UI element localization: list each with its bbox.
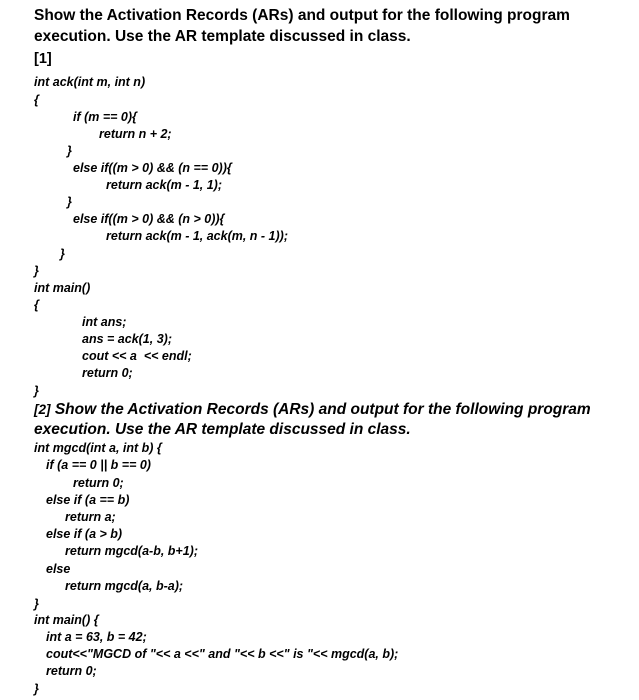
code-line: int main()	[34, 281, 91, 295]
code-line: return mgcd(a, b-a);	[65, 579, 184, 593]
code-line: }	[67, 195, 72, 209]
question1-label: [1]	[34, 51, 52, 67]
code-line: }	[34, 384, 39, 398]
code-line: int ack(int m, int n)	[34, 75, 146, 89]
code-line: return 0;	[73, 476, 124, 490]
code-line: cout<<"MGCD of "<< a <<" and "<< b <<" is "<< mgcd(a, b);	[46, 647, 399, 661]
code-line: else if (a == b)	[46, 493, 130, 507]
code-line: return ack(m - 1, 1);	[106, 178, 223, 192]
code-line: return ack(m - 1, ack(m, n - 1));	[106, 229, 288, 243]
code-line: {	[34, 298, 39, 312]
code-line: else	[46, 562, 71, 576]
code-line: }	[34, 264, 39, 278]
question2-heading-line1	[34, 401, 591, 419]
code-line: return a;	[65, 510, 116, 524]
code-line: return n + 2;	[99, 127, 172, 141]
code-line: int ans;	[82, 315, 127, 329]
code-line: }	[34, 682, 39, 696]
code-line: ans = ack(1, 3);	[82, 332, 172, 346]
code-line: else if (a > b)	[46, 527, 123, 541]
code-line: if (m == 0){	[73, 110, 137, 124]
code-line: if (a == 0 || b == 0)	[46, 458, 151, 472]
code-line: cout << a << endl;	[82, 349, 192, 363]
code-line: return 0;	[82, 366, 133, 380]
code-line: {	[34, 93, 39, 107]
question2-heading-text: Show the Activation Records (ARs) and output for the following program	[54, 401, 591, 418]
code-line: int main() {	[34, 613, 99, 627]
question2-heading-line2: execution. Use the AR template discussed in class.	[34, 421, 411, 438]
question2-label: [2]	[34, 402, 51, 417]
code-line: }	[34, 597, 39, 611]
question1-heading-line1: Show the Activation Records (ARs) and output for the following program	[34, 7, 570, 24]
code-line: int mgcd(int a, int b) {	[34, 441, 162, 455]
code-line: else if((m > 0) && (n > 0)){	[73, 212, 225, 226]
code-line: else if((m > 0) && (n == 0)){	[73, 161, 232, 175]
code-line: return mgcd(a-b, b+1);	[65, 544, 198, 558]
code-line: int a = 63, b = 42;	[46, 630, 147, 644]
question1-heading-line2: execution. Use the AR template discussed in class.	[34, 28, 411, 45]
code-line: }	[60, 247, 65, 261]
code-line: }	[67, 144, 72, 158]
code-line: return 0;	[46, 664, 97, 678]
